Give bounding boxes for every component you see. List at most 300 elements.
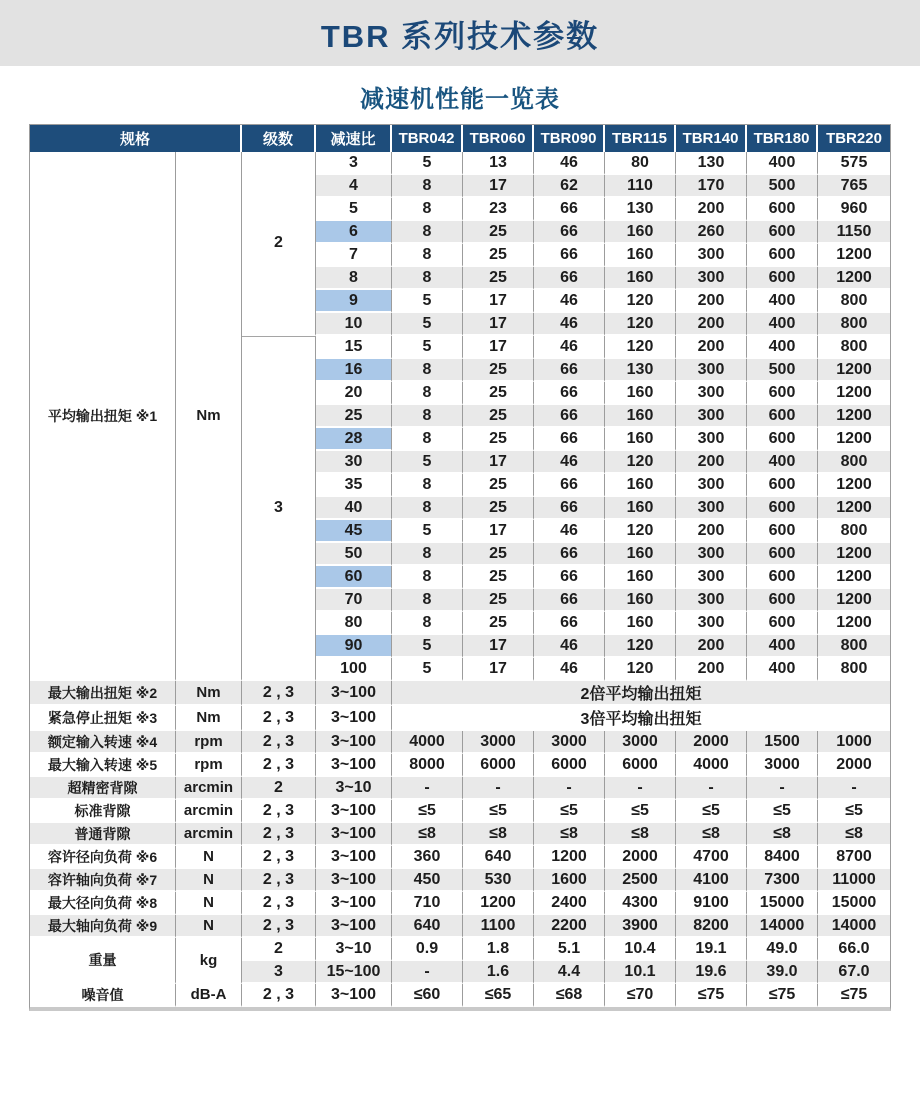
spec-table [29,124,891,1011]
value-cell: 66 [534,497,605,520]
value-cell: 11000 [818,869,890,892]
ratio-cell: 20 [316,382,392,405]
page-header-banner [0,0,920,66]
value-cell: - [605,777,676,800]
value-cell: 500 [747,175,818,198]
table-row [30,938,890,961]
value-cell: 575 [818,152,890,175]
value-cell: 5.1 [534,938,605,961]
value-cell: 1200 [818,612,890,635]
column-header: TBR115 [605,125,676,152]
value-cell: 6000 [605,754,676,777]
value-cell: 450 [392,869,463,892]
ratio-cell: 3~100 [316,754,392,777]
value-cell: 600 [747,612,818,635]
value-cell: 1.8 [463,938,534,961]
value-cell: 600 [747,405,818,428]
value-cell: 66 [534,428,605,451]
stage-cell: 2 , 3 [242,915,316,938]
ratio-cell: 60 [316,566,392,589]
ratio-cell: 16 [316,359,392,382]
spec-label-cell: 平均输出扭矩 ※1 [30,152,176,681]
spec-label-cell: 超精密背隙 [30,777,176,800]
value-cell: 7300 [747,869,818,892]
value-cell: 360 [392,846,463,869]
spec-label-cell: 噪音值 [30,984,176,1007]
stage-cell: 2 , 3 [242,846,316,869]
value-cell: 25 [463,221,534,244]
ratio-cell: 3~100 [316,892,392,915]
ratio-cell: 3~100 [316,800,392,823]
value-cell: 66 [534,566,605,589]
unit-cell: Nm [176,152,242,681]
ratio-cell: 3~100 [316,846,392,869]
stage-cell: 2 [242,777,316,800]
ratio-cell: 35 [316,474,392,497]
value-cell: 15000 [818,892,890,915]
column-header: TBR180 [747,125,818,152]
value-cell: - [747,777,818,800]
value-cell: 300 [676,543,747,566]
value-cell: 25 [463,566,534,589]
value-cell: 1200 [818,244,890,267]
value-cell: 800 [818,336,890,359]
value-cell: 49.0 [747,938,818,961]
value-cell: 530 [463,869,534,892]
value-cell: 200 [676,313,747,336]
value-cell: 46 [534,336,605,359]
spec-label-cell: 紧急停止扭矩 ※3 [30,706,176,731]
value-cell: 1200 [818,267,890,290]
stage-cell: 2 , 3 [242,800,316,823]
table-row [30,846,890,869]
ratio-cell: 10 [316,313,392,336]
value-cell: 300 [676,405,747,428]
value-cell: 300 [676,244,747,267]
value-cell: 4300 [605,892,676,915]
span-value-cell: 3倍平均输出扭矩 [392,706,890,731]
value-cell: 4000 [392,731,463,754]
stage-cell: 2 , 3 [242,869,316,892]
value-cell: 6000 [463,754,534,777]
value-cell: 600 [747,382,818,405]
ratio-cell: 3~100 [316,706,392,731]
value-cell: 4100 [676,869,747,892]
value-cell: 800 [818,635,890,658]
ratio-cell: 3~100 [316,984,392,1007]
table-row [30,152,890,175]
value-cell: 66 [534,198,605,221]
ratio-cell: 45 [316,520,392,543]
value-cell: 17 [463,635,534,658]
value-cell: ≤8 [534,823,605,846]
value-cell: 8200 [676,915,747,938]
spec-label-cell: 容许轴向负荷 ※7 [30,869,176,892]
value-cell: 300 [676,267,747,290]
value-cell: 120 [605,451,676,474]
value-cell: 17 [463,290,534,313]
value-cell: 46 [534,658,605,681]
value-cell: ≤5 [605,800,676,823]
unit-cell: Nm [176,681,242,706]
value-cell: 1200 [818,405,890,428]
value-cell: 66 [534,359,605,382]
value-cell: 1200 [463,892,534,915]
value-cell: 66 [534,474,605,497]
value-cell: 25 [463,382,534,405]
value-cell: 300 [676,497,747,520]
ratio-cell: 50 [316,543,392,566]
value-cell: ≤70 [605,984,676,1007]
value-cell: 5 [392,313,463,336]
unit-cell: arcmin [176,823,242,846]
value-cell: 25 [463,497,534,520]
value-cell: 300 [676,382,747,405]
value-cell: 300 [676,589,747,612]
value-cell: 2000 [818,754,890,777]
value-cell: 710 [392,892,463,915]
value-cell: 13 [463,152,534,175]
table-row [30,777,890,800]
value-cell: 1600 [534,869,605,892]
spec-label-cell: 最大径向负荷 ※8 [30,892,176,915]
value-cell: 1200 [534,846,605,869]
value-cell: ≤8 [605,823,676,846]
table-row [30,754,890,777]
value-cell: 2000 [605,846,676,869]
spec-label-cell: 普通背隙 [30,823,176,846]
value-cell: 1500 [747,731,818,754]
ratio-cell: 90 [316,635,392,658]
value-cell: 3000 [747,754,818,777]
table-body [30,152,890,1007]
value-cell: ≤65 [463,984,534,1007]
column-header: TBR220 [818,125,890,152]
value-cell: 1200 [818,428,890,451]
stage-cell: 2 , 3 [242,892,316,915]
value-cell: ≤68 [534,984,605,1007]
value-cell: 17 [463,175,534,198]
value-cell: 600 [747,543,818,566]
value-cell: 200 [676,520,747,543]
value-cell: 300 [676,612,747,635]
value-cell: 15000 [747,892,818,915]
value-cell: ≤8 [676,823,747,846]
value-cell: 46 [534,290,605,313]
value-cell: 400 [747,658,818,681]
value-cell: 260 [676,221,747,244]
spec-label-cell: 最大轴向负荷 ※9 [30,915,176,938]
value-cell: 160 [605,497,676,520]
ratio-cell: 3~100 [316,823,392,846]
value-cell: 25 [463,474,534,497]
value-cell: ≤5 [534,800,605,823]
value-cell: 46 [534,520,605,543]
value-cell: - [463,777,534,800]
value-cell: 25 [463,405,534,428]
value-cell: 8 [392,566,463,589]
ratio-cell: 40 [316,497,392,520]
ratio-cell: 8 [316,267,392,290]
unit-cell: N [176,846,242,869]
value-cell: - [534,777,605,800]
value-cell: ≤75 [676,984,747,1007]
value-cell: 120 [605,313,676,336]
column-header: 级数 [242,125,316,152]
value-cell: 400 [747,152,818,175]
value-cell: 17 [463,520,534,543]
value-cell: 200 [676,658,747,681]
value-cell: 8 [392,244,463,267]
value-cell: ≤8 [747,823,818,846]
stage-cell: 2 [242,152,316,336]
column-header: TBR090 [534,125,605,152]
table-row [30,984,890,1007]
value-cell: 3000 [463,731,534,754]
value-cell: 10.4 [605,938,676,961]
table-row [30,681,890,706]
value-cell: 10.1 [605,961,676,984]
value-cell: 120 [605,658,676,681]
value-cell: 5 [392,451,463,474]
column-header: 减速比 [316,125,392,152]
value-cell: 4000 [676,754,747,777]
unit-cell: arcmin [176,800,242,823]
value-cell: 120 [605,336,676,359]
value-cell: 300 [676,566,747,589]
unit-cell: N [176,892,242,915]
value-cell: 160 [605,244,676,267]
column-header: TBR042 [392,125,463,152]
value-cell: 600 [747,267,818,290]
ratio-cell: 3~100 [316,869,392,892]
value-cell: 39.0 [747,961,818,984]
value-cell: - [392,777,463,800]
value-cell: 600 [747,474,818,497]
value-cell: 960 [818,198,890,221]
value-cell: 66 [534,405,605,428]
value-cell: ≤8 [818,823,890,846]
value-cell: 66 [534,382,605,405]
ratio-cell: 3~10 [316,938,392,961]
value-cell: 4.4 [534,961,605,984]
value-cell: 800 [818,290,890,313]
value-cell: 765 [818,175,890,198]
value-cell: 600 [747,198,818,221]
ratio-cell: 4 [316,175,392,198]
value-cell: 1150 [818,221,890,244]
value-cell: 5 [392,658,463,681]
spec-label-cell: 容许径向负荷 ※6 [30,846,176,869]
value-cell: 66 [534,543,605,566]
ratio-cell: 7 [316,244,392,267]
ratio-cell: 3~100 [316,681,392,706]
spec-label-cell: 重量 [30,938,176,984]
value-cell: 8400 [747,846,818,869]
unit-cell: rpm [176,731,242,754]
ratio-cell: 3~100 [316,731,392,754]
value-cell: 1200 [818,566,890,589]
table-row [30,731,890,754]
unit-cell: Nm [176,706,242,731]
value-cell: 120 [605,520,676,543]
ratio-cell: 3~10 [316,777,392,800]
value-cell: 8 [392,221,463,244]
value-cell: 66 [534,267,605,290]
value-cell: 8 [392,267,463,290]
stage-cell: 2 , 3 [242,731,316,754]
unit-cell: N [176,869,242,892]
value-cell: 600 [747,221,818,244]
table-header-row [30,125,890,152]
value-cell: 300 [676,359,747,382]
value-cell: 160 [605,382,676,405]
value-cell: 8700 [818,846,890,869]
page-title: TBR 系列技术参数 [320,18,600,54]
value-cell: ≤5 [747,800,818,823]
value-cell: 19.1 [676,938,747,961]
value-cell: 600 [747,244,818,267]
value-cell: 25 [463,267,534,290]
value-cell: 62 [534,175,605,198]
value-cell: 17 [463,451,534,474]
value-cell: 130 [605,359,676,382]
value-cell: 19.6 [676,961,747,984]
value-cell: 8 [392,474,463,497]
value-cell: 25 [463,612,534,635]
value-cell: 25 [463,543,534,566]
value-cell: 8 [392,382,463,405]
value-cell: 1.6 [463,961,534,984]
value-cell: 46 [534,152,605,175]
ratio-cell: 15 [316,336,392,359]
stage-cell: 2 , 3 [242,984,316,1007]
stage-cell: 2 [242,938,316,961]
value-cell: 800 [818,520,890,543]
value-cell: 200 [676,198,747,221]
ratio-cell: 100 [316,658,392,681]
value-cell: 800 [818,658,890,681]
ratio-cell: 6 [316,221,392,244]
value-cell: 160 [605,589,676,612]
value-cell: 14000 [818,915,890,938]
value-cell: 4700 [676,846,747,869]
column-header: 规格 [30,125,242,152]
value-cell: 8000 [392,754,463,777]
stage-cell: 2 , 3 [242,706,316,731]
value-cell: 110 [605,175,676,198]
value-cell: 17 [463,313,534,336]
value-cell: 160 [605,543,676,566]
table-header-row-inner [30,125,890,152]
value-cell: 66 [534,221,605,244]
table-row [30,869,890,892]
value-cell: 25 [463,589,534,612]
value-cell: 120 [605,635,676,658]
table-row [30,800,890,823]
value-cell: 5 [392,152,463,175]
ratio-cell: 28 [316,428,392,451]
ratio-cell: 3 [316,152,392,175]
spec-label-cell: 最大输出扭矩 ※2 [30,681,176,706]
value-cell: 3900 [605,915,676,938]
ratio-cell: 70 [316,589,392,612]
value-cell: 8 [392,497,463,520]
value-cell: 160 [605,405,676,428]
value-cell: 1200 [818,589,890,612]
value-cell: ≤5 [392,800,463,823]
value-cell: 120 [605,290,676,313]
stage-cell: 2 , 3 [242,823,316,846]
ratio-cell: 9 [316,290,392,313]
value-cell: ≤8 [463,823,534,846]
stage-cell: 3 [242,336,316,681]
value-cell: 300 [676,428,747,451]
value-cell: 400 [747,290,818,313]
ratio-cell: 30 [316,451,392,474]
value-cell: 200 [676,336,747,359]
value-cell: ≤5 [676,800,747,823]
value-cell: 1200 [818,359,890,382]
value-cell: 8 [392,428,463,451]
value-cell: 8 [392,198,463,221]
value-cell: 1200 [818,474,890,497]
value-cell: 130 [676,152,747,175]
value-cell: 25 [463,244,534,267]
value-cell: 400 [747,313,818,336]
stage-cell: 2 , 3 [242,681,316,706]
value-cell: 130 [605,198,676,221]
value-cell: 160 [605,612,676,635]
value-cell: 5 [392,290,463,313]
value-cell: 66 [534,244,605,267]
value-cell: ≤5 [463,800,534,823]
value-cell: 600 [747,497,818,520]
value-cell: ≤5 [818,800,890,823]
value-cell: 800 [818,451,890,474]
value-cell: 160 [605,267,676,290]
value-cell: 17 [463,658,534,681]
value-cell: 200 [676,451,747,474]
value-cell: 400 [747,635,818,658]
value-cell: 3000 [605,731,676,754]
value-cell: 8 [392,543,463,566]
value-cell: 640 [463,846,534,869]
value-cell: 600 [747,566,818,589]
ratio-cell: 25 [316,405,392,428]
value-cell: 17 [463,336,534,359]
value-cell: 2200 [534,915,605,938]
value-cell: 25 [463,359,534,382]
span-value-cell: 2倍平均输出扭矩 [392,681,890,706]
value-cell: 8 [392,612,463,635]
value-cell: 300 [676,474,747,497]
value-cell: ≤8 [392,823,463,846]
value-cell: 600 [747,589,818,612]
table-row [30,915,890,938]
unit-cell: N [176,915,242,938]
value-cell: 8 [392,589,463,612]
value-cell: ≤75 [747,984,818,1007]
value-cell: - [676,777,747,800]
value-cell: 8 [392,359,463,382]
value-cell: 800 [818,313,890,336]
value-cell: 8 [392,405,463,428]
value-cell: 3000 [534,731,605,754]
value-cell: - [818,777,890,800]
value-cell: 6000 [534,754,605,777]
value-cell: 600 [747,520,818,543]
